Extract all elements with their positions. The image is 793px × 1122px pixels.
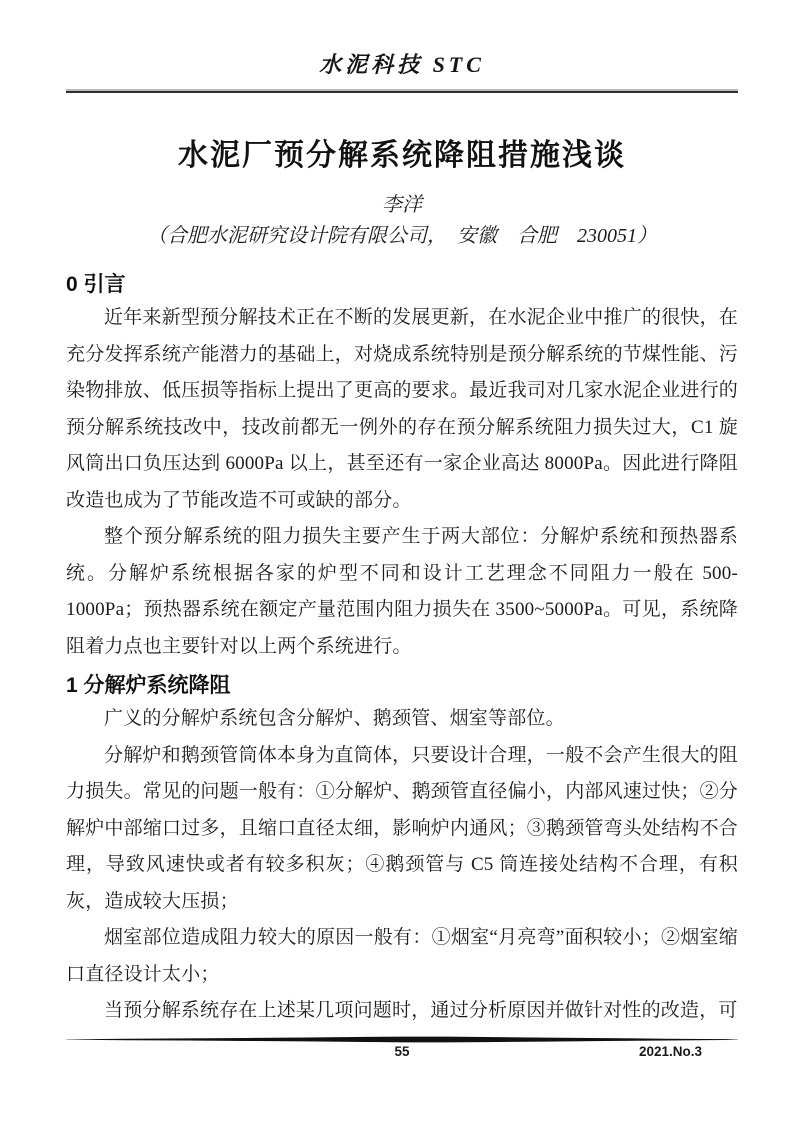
journal-name: 水泥科技 STC xyxy=(319,52,485,77)
paragraph: 整个预分解系统的阻力损失主要产生于两大部位：分解炉系统和预热器系统。分解炉系统根据各家的炉型不同和设计工艺理念不同阻力一般在 500-1000Pa；预热器系统在额定产量范围内阻力损失在 3500~5000Pa。可见，系统降阻着力点也主要针对以上两个系统进行。 xyxy=(66,526,738,657)
author-affiliation: （合肥水泥研究设计院有限公司， 安徽 合肥 230051） xyxy=(147,225,657,247)
section-heading-introduction: 0 引言 xyxy=(66,273,126,296)
footer-row xyxy=(66,1043,738,1060)
paragraph: 近年来新型预分解技术正在不断的发展更新，在水泥企业中推广的很快，在充分发挥系统产能潜力的基础上，对烧成系统特别是预分解系统的节煤性能、污染物排放、低压损等指标上提出了更高的要求。最近我司对几家水泥企业进行的预分解系统技改中，技改前都无一例外的存在预分解系统阻力损失过大，C1 旋风筒出口负压达到 6000Pa 以上，甚至还有一家企业高达 8000Pa。因此进行降阻改造也成为了节能改造不可或缺的部分。 xyxy=(66,307,739,511)
article-title: 水泥厂预分解系统降阻措施浅谈 xyxy=(178,139,626,172)
page-number: 55 xyxy=(394,1044,410,1059)
paragraph: 分解炉和鹅颈管筒体本身为直筒体，只要设计合理，一般不会产生很大的阻力损失。常见的问题一般有：①分解炉、鹅颈管直径偏小，内部风速过快；②分解炉中部缩口过多，且缩口直径太细，影响炉内通风；③鹅颈管弯头处结构不合理，导致风速快或者有较多积灰；④鹅颈管与 C5 筒连接处结构不合理，有积灰，造成较大压损； xyxy=(66,744,739,912)
author-name: 李洋 xyxy=(382,194,422,216)
paragraph: 当预分解系统存在上述某几项问题时，通过分析原因并做针对性的改造，可 xyxy=(104,1000,738,1021)
issue-label: 2021.No.3 xyxy=(638,1044,702,1059)
header-rule xyxy=(66,89,738,93)
paragraph: 广义的分解炉系统包含分解炉、鹅颈管、烟室等部位。 xyxy=(104,708,565,729)
paragraph: 烟室部位造成阻力较大的原因一般有：①烟室“月亮弯”面积较小；②烟室缩口直径设计太小； xyxy=(66,927,738,985)
article-body xyxy=(66,270,738,1030)
page-footer xyxy=(66,1035,738,1060)
section-heading-calciner-system: 1 分解炉系统降阻 xyxy=(66,674,231,697)
